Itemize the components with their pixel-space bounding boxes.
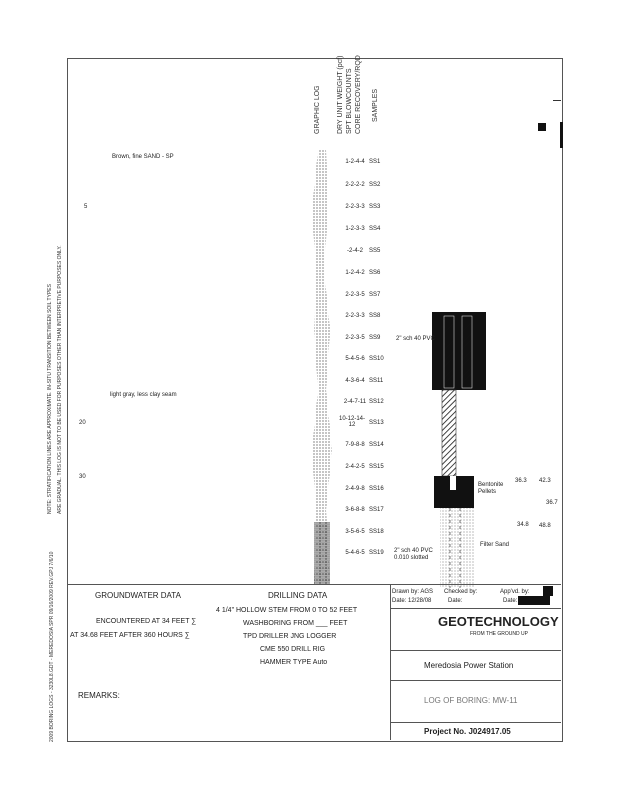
spt-blowcount: 3-5-6-5 xyxy=(345,529,365,535)
spt-blowcount: -2-4-2 xyxy=(346,248,363,254)
spt-blowcount: 2-2-3-3 xyxy=(345,313,365,319)
sample-id: SS3 xyxy=(369,204,381,210)
drilling-line5: HAMMER TYPE Auto xyxy=(260,659,328,666)
spt-blowcount: 10-12-14-12 xyxy=(338,416,365,428)
spt-blowcount: 4-3-6-4 xyxy=(345,378,365,384)
depth-label: 20 xyxy=(79,420,86,426)
spt-blowcount: 2-2-3-5 xyxy=(345,335,365,341)
right-edge-bar xyxy=(560,122,563,148)
approved-by: App'vd. by: xyxy=(500,589,530,595)
spt-blowcount: 1-2-4-4 xyxy=(345,159,365,165)
depth-label: 5 xyxy=(84,204,88,210)
approval-stamp xyxy=(543,586,553,596)
soil-description: Brown, fine SAND - SP xyxy=(112,154,174,160)
sample-id: SS4 xyxy=(369,226,381,232)
sample-id: SS13 xyxy=(369,420,384,426)
project-number: Project No. J024917.05 xyxy=(424,727,511,736)
spt-blowcount: 1-2-3-3 xyxy=(345,226,365,232)
drilling-title: DRILLING DATA xyxy=(268,591,328,600)
well-screen-label: 2" sch 40 PVC 0.010 slotted xyxy=(394,548,433,561)
header-dry-unit-weight: DRY UNIT WEIGHT (pcf) xyxy=(337,55,344,134)
sample-id: SS5 xyxy=(369,248,381,254)
sample-id: SS7 xyxy=(369,292,381,298)
drilling-line3: TPD DRILLER JNG LOGGER xyxy=(243,633,337,640)
side-note-line2: ARE GRADUAL. THIS LOG IS NOT TO BE USED FOR PURPOSES OTHER THAN INTERPRETIVE PURPOSES ONLY. xyxy=(57,245,63,514)
spt-blowcount: 2-2-2-2 xyxy=(345,182,365,188)
drawn-by: Drawn by: AGS xyxy=(392,589,434,595)
title-block-divider xyxy=(390,722,561,723)
approval-stamp xyxy=(518,596,550,605)
depth-label: 30 xyxy=(79,474,86,480)
header-graphic-log: GRAPHIC LOG xyxy=(314,85,321,134)
sample-id: SS16 xyxy=(369,486,384,492)
sample-id: SS14 xyxy=(369,442,384,448)
spt-blowcount: 2-2-3-3 xyxy=(345,204,365,210)
groundwater-line1: ENCOUNTERED AT 34 FEET ∑ xyxy=(96,618,197,625)
spt-blowcount: 5-4-5-6 xyxy=(345,356,365,362)
well-pvc-label: 2" sch 40 PVC xyxy=(396,336,435,342)
groundwater-title: GROUNDWATER DATA xyxy=(95,591,181,600)
well-elevation: 36.3 xyxy=(515,478,527,484)
approved-date: Date: xyxy=(503,598,518,604)
title-block-divider xyxy=(390,680,561,681)
well-elevation: 36.7 xyxy=(546,500,558,506)
drilling-line1: 4 1/4" HOLLOW STEM FROM 0 TO 52 FEET xyxy=(216,607,358,614)
well-elevation: 48.8 xyxy=(539,523,551,529)
header-spt: SPT BLOWCOUNTS xyxy=(346,68,353,134)
drilling-line2: WASHBORING FROM ___ FEET xyxy=(243,620,348,627)
company-logo: GEOTECHNOLOGY xyxy=(438,614,559,629)
well-elevation: 42.3 xyxy=(539,478,551,484)
spt-blowcount: 2-2-3-5 xyxy=(345,292,365,298)
sample-id: SS15 xyxy=(369,464,384,470)
spt-blowcount: 7-9-8-8 xyxy=(345,442,365,448)
graphic-log xyxy=(310,150,334,584)
checked-date: Date: xyxy=(448,598,463,604)
sample-id: SS19 xyxy=(369,550,384,556)
remarks-label: REMARKS: xyxy=(78,691,120,700)
spt-blowcount: 2-4-7-11 xyxy=(343,399,367,405)
sample-id: SS6 xyxy=(369,270,381,276)
footer-file-info: 2009 BORING LOGS - 3230L8.GDT - MEREDOSIA SPR 09/16/2009 REV.GPJ 7/6/10 xyxy=(49,551,55,742)
spt-blowcount: 2-4-9-8 xyxy=(345,486,365,492)
groundwater-line2: AT 34.68 FEET AFTER 360 HOURS ∑ xyxy=(70,632,190,639)
header-samples: SAMPLES xyxy=(372,88,379,122)
sample-id: SS11 xyxy=(369,378,384,384)
log-title: LOG OF BORING: MW-11 xyxy=(424,696,518,705)
drilling-line4: CME 550 DRILL RIG xyxy=(260,646,326,653)
title-block-divider xyxy=(390,608,561,609)
drawn-date: Date: 12/28/08 xyxy=(392,598,432,604)
well-diagram xyxy=(430,312,490,592)
company-tagline: FROM THE GROUND UP xyxy=(470,631,528,637)
spt-blowcount: 2-4-2-5 xyxy=(345,464,365,470)
sample-id: SS8 xyxy=(369,313,381,319)
soil-description: light gray, less clay seam xyxy=(110,392,177,398)
project-name: Meredosia Power Station xyxy=(424,661,514,670)
well-elevation: 34.8 xyxy=(517,522,529,528)
scan-mark xyxy=(538,123,546,131)
sample-id: SS1 xyxy=(369,159,381,165)
sample-id: SS9 xyxy=(369,335,381,341)
spt-blowcount: 3-6-8-8 xyxy=(345,507,365,513)
section-divider xyxy=(67,584,561,585)
well-filter-label: Filter Sand xyxy=(480,542,510,548)
sample-id: SS18 xyxy=(369,529,384,535)
sample-id: SS10 xyxy=(369,356,384,362)
well-bentonite-label: Bentonite Pellets xyxy=(478,482,504,495)
spt-blowcount: 5-4-6-5 xyxy=(345,550,365,556)
sample-id: SS2 xyxy=(369,182,381,188)
side-note-line1: NOTE: STRATIFICATION LINES ARE APPROXIMATE. IN-SITU TRANSITION BETWEEN SOIL TYPES xyxy=(47,284,53,514)
scan-mark xyxy=(553,100,561,101)
sample-id: SS17 xyxy=(369,507,384,513)
spt-blowcount: 1-2-4-2 xyxy=(345,270,365,276)
header-core: CORE RECOVERY/RQD xyxy=(355,55,362,134)
title-block-divider xyxy=(390,650,561,651)
sample-id: SS12 xyxy=(369,399,384,405)
checked-by: Checked by: xyxy=(444,589,478,595)
